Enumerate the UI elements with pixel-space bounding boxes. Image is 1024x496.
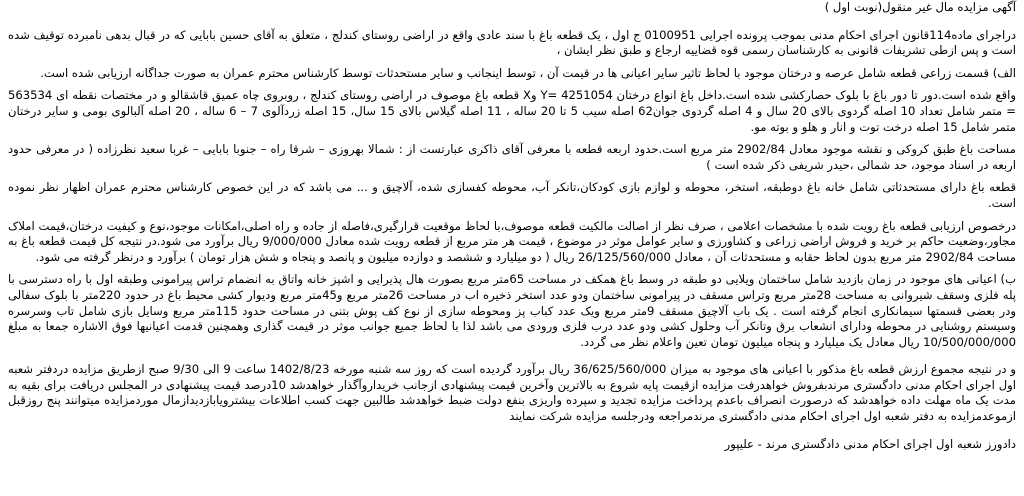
location-trees-paragraph: واقع شده است.دور تا دور باغ با بلوک حصارکشی شده است.داخل باغ انواع درختان Y= 4251054 وX قطعه باغ موصوف در اراضی روستای کندلج ، روبروی چاه عمیق قاشقالو و در مختصات نقطه ای 563534 = متمر شامل تعداد 10 اصله گردوی بالای 20 سال و 4 اصله گردوی جوان62 اصله سیب 5 تا 20 ساله ، 11 اصله گیلاس بالای 15 سال، 15 اصله زردآلوی 7 – 6 ساله ، 20 اصله آلبالوی بومی و سایر درختان متمر شامل 15 اصله درخت توت و انار و هلو و بوته مو. xyxy=(8,88,1017,134)
auction-notice xyxy=(8,0,1016,452)
area-boundaries-paragraph: مساحت باغ طبق کروکی و نقشه موجود معادل 2902/84 متر مربع است.حدود اربعه قطعه با معرفی آقای ذاکری عبارتست از : شمالا بهروزی – شرقا راه – جنوبا بابایی – غربا سعید نظرزاده ( در معرفی حدود اربعه در اسناد موجود، حد شمالی ،حیدر شریفی ذکر شده است ) xyxy=(8,142,1016,172)
section-a-paragraph: الف) قسمت زراعی قطعه شامل عرصه و درختان موجود با لحاظ تاثیر سایر اعیانی ها در قیمت آن ، توسط اینجانب و سایر مستحدثات توسط کارشناس محترم عمران به صورت جداگانه ارزیابی شده است. xyxy=(40,65,1016,80)
valuation-paragraph: درخصوص ارزیابی قطعه باغ رویت شده با مشخصات اعلامی ، صرف نظر از اصالت مالکیت قطعه موصوف،با لحاظ موقعیت قرارگیری،فاصله از جاده و راه اصلی،امکانات موجود،نوع و کیفیت درختان،قیمت املاک مجاور،وضعیت حاکم بر خرید و فروش اراضی زراعی و کشاورزی و سایر عوامل موثر در موضوع ، قیمت هر متر مربع از قطعه رویت شده معادل 9/000/000 ریال برآورد می شود.در نتیجه کل قیمت قطعه باغ به مساحت 2902/84 متر مربع بدون لحاظ حقابه و مستحدثات آن ، معادل 26/125/560/000 ریال ( دو میلیارد و ششصد و دوازده میلیون و پانصد و پنجاه و شش هزار تومان ) برآورد و درنظر گرفته می شود. xyxy=(8,218,1016,264)
section-b-paragraph: ب) اعیانی های موجود در زمان بازدید شامل ساختمان ویلایی دو طبقه در وسط باغ همکف در مساحت 65متر مربع بصورت هال پذیرایی و اشپز خانه واتاق به انضمام تراس پیرامونی وطبقه اول با راه دسترسی با پله فلزی وسقف شیروانی به مساحت 28متر مربع وتراس مسقف در پیرامونی ساختمان ودو عدد استخر ذخیره اب در مساحت 26متر مربع و45متر مربع ودیوار کشی محیط باغ در حدود 220متر با بلوک سفالی ودر بعضی قسمتها سیمانکاری انجام گرفته است . یک باب آلاچیق مسقف 9متر مربع ویک عدد کباب پز ومحوطه سازی از نوع کف پوش بتنی در مساحت حدود 115متر مربع وسایل بازی شامل تاب وسرسره وسیستم روشنایی در محوطه ودارای انشعاب برق وتانکر آب وحلول کشی ودو عدد درب فلزی ورودی می باشد لذا با لحاظ جمیع جوانب موثر در قیمت گذاری وهمچنین قدمت اعیانیها فوق الاشاره جمعا به مبلغ 10/500/000/000 ریال معادل یک میلیارد و پنجاه میلیون تومان تعین واعلام نظر می گردد. xyxy=(8,272,1017,349)
signature-line: دادورز شعبه اول اجرای احکام مدنی دادگستری مرند - علیپور xyxy=(724,436,1016,451)
notice-title: آگهی مزایده مال غیر منقول(نوبت اول ) xyxy=(824,0,1016,14)
auction-terms-paragraph: و در نتیجه مجموع ارزش قطعه باغ مذکور با اعیانی های موجود به میزان 36/625/560/000 ریال برآورد گردیده است که روز سه شنبه مورخه 1402/8/23 ساعت 9 الی 9/30 صبح ازطریق مزایده دردفتر شعبه اول اجرای احکام مدنی دادگستری مرندبفروش خواهدرفت مزایده ازقیمت پایه شروع به بالاترین وآخرین قیمت پیشنهادی ازجانب خریداروآگذار خواهدشد 10درصد قیمت پیشنهادی در المجلس دریافت برای بقیه به مدت یک ماه مهلت داده خواهدشد که درصورت انصراف باعدم پرداخت مزایده تجدید و سپرده واریزی بنفع دولت ضبط خواهدشد طالبین جهت کسب اطلاعات بیشترویابازدیدازمال موردمزایده میتوانند پنج روزقبل ازموعدمزایده به دفتر شعبه اول اجرای احکام مدنی دادگستری مرندمراجعه ودرجلسه مزایده شرکت نمایند xyxy=(8,362,1016,424)
intro-paragraph: دراجرای ماده114قانون اجرای احکام مدنی بموجب پرونده اجرایی 0100951 ج اول ، یک قطعه باغ با سند عادی واقع در اراضی روستای کندلج ، متعلق به آقای حسین بابایی که در قبال بدهی نامبرده توقیف شده است و پس ازطی تشریفات قانونی به کارشناسان رسمی قوه قضاییه ارجاع و طبق نظر ایشان ، xyxy=(8,27,1016,58)
structures-paragraph: قطعه باغ دارای مستحدثاتی شامل خانه باغ دوطبقه، استخر، محوطه و لوازم بازی کودکان،تانکر آب، محوطه کفسازی شده، آلاچیق و ... می باشد که در این خصوص کارشناس محترم عمران اظهار نظر نموده است. xyxy=(8,180,1016,210)
